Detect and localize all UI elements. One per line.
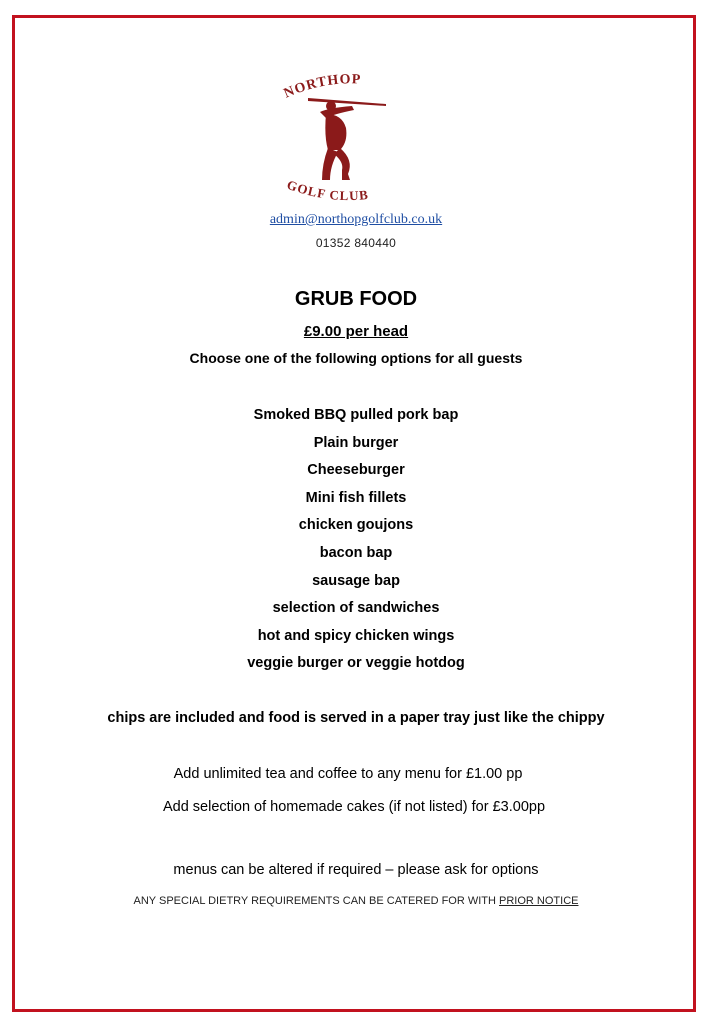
svg-text:GOLF CLUB <box>285 177 369 203</box>
list-item: Cheeseburger <box>307 462 405 479</box>
list-item: Mini fish fillets <box>305 489 407 506</box>
list-item: bacon bap <box>319 544 393 561</box>
svg-text:NORTHOP <box>282 72 362 101</box>
list-item: Plain burger <box>313 434 399 451</box>
list-item: Smoked BBQ pulled pork bap <box>253 407 459 423</box>
menu-price: £9.00 per head <box>303 323 409 340</box>
menu-title: GRUB FOOD <box>294 288 418 310</box>
menu-alter-note: menus can be altered if required – please ask for options <box>173 862 539 878</box>
list-item: veggie burger or veggie hotdog <box>247 655 465 672</box>
special-requirements-text: ANY SPECIAL DIETRY REQUIREMENTS CAN BE CATERED FOR WITH <box>133 895 500 907</box>
phone-number: 01352 840440 <box>315 236 397 250</box>
menu-instruction: Choose one of the following options for all guests <box>189 350 523 366</box>
menu-item-list <box>0 406 712 682</box>
prior-notice-text: PRIOR NOTICE <box>499 895 579 907</box>
email-link[interactable]: admin@northopgolfclub.co.uk <box>269 212 443 227</box>
chips-note: chips are included and food is served in a paper tray just like the chippy <box>107 710 605 726</box>
list-item: sausage bap <box>312 572 400 589</box>
golf-club-logo <box>268 70 418 220</box>
logo-bottom-text: GOLF CLUB <box>285 176 370 204</box>
tea-coffee-addon: Add unlimited tea and coffee to any menu for £1.00 pp <box>173 766 523 782</box>
list-item: chicken goujons <box>298 517 414 534</box>
list-item: hot and spicy chicken wings <box>257 627 455 644</box>
cakes-addon: Add selection of homemade cakes (if not listed) for £3.00pp <box>162 799 546 815</box>
list-item: selection of sandwiches <box>272 600 440 617</box>
logo-top-text: NORTHOP <box>281 72 362 102</box>
special-requirements-note <box>0 895 712 907</box>
golfer-silhouette-icon <box>308 98 386 180</box>
